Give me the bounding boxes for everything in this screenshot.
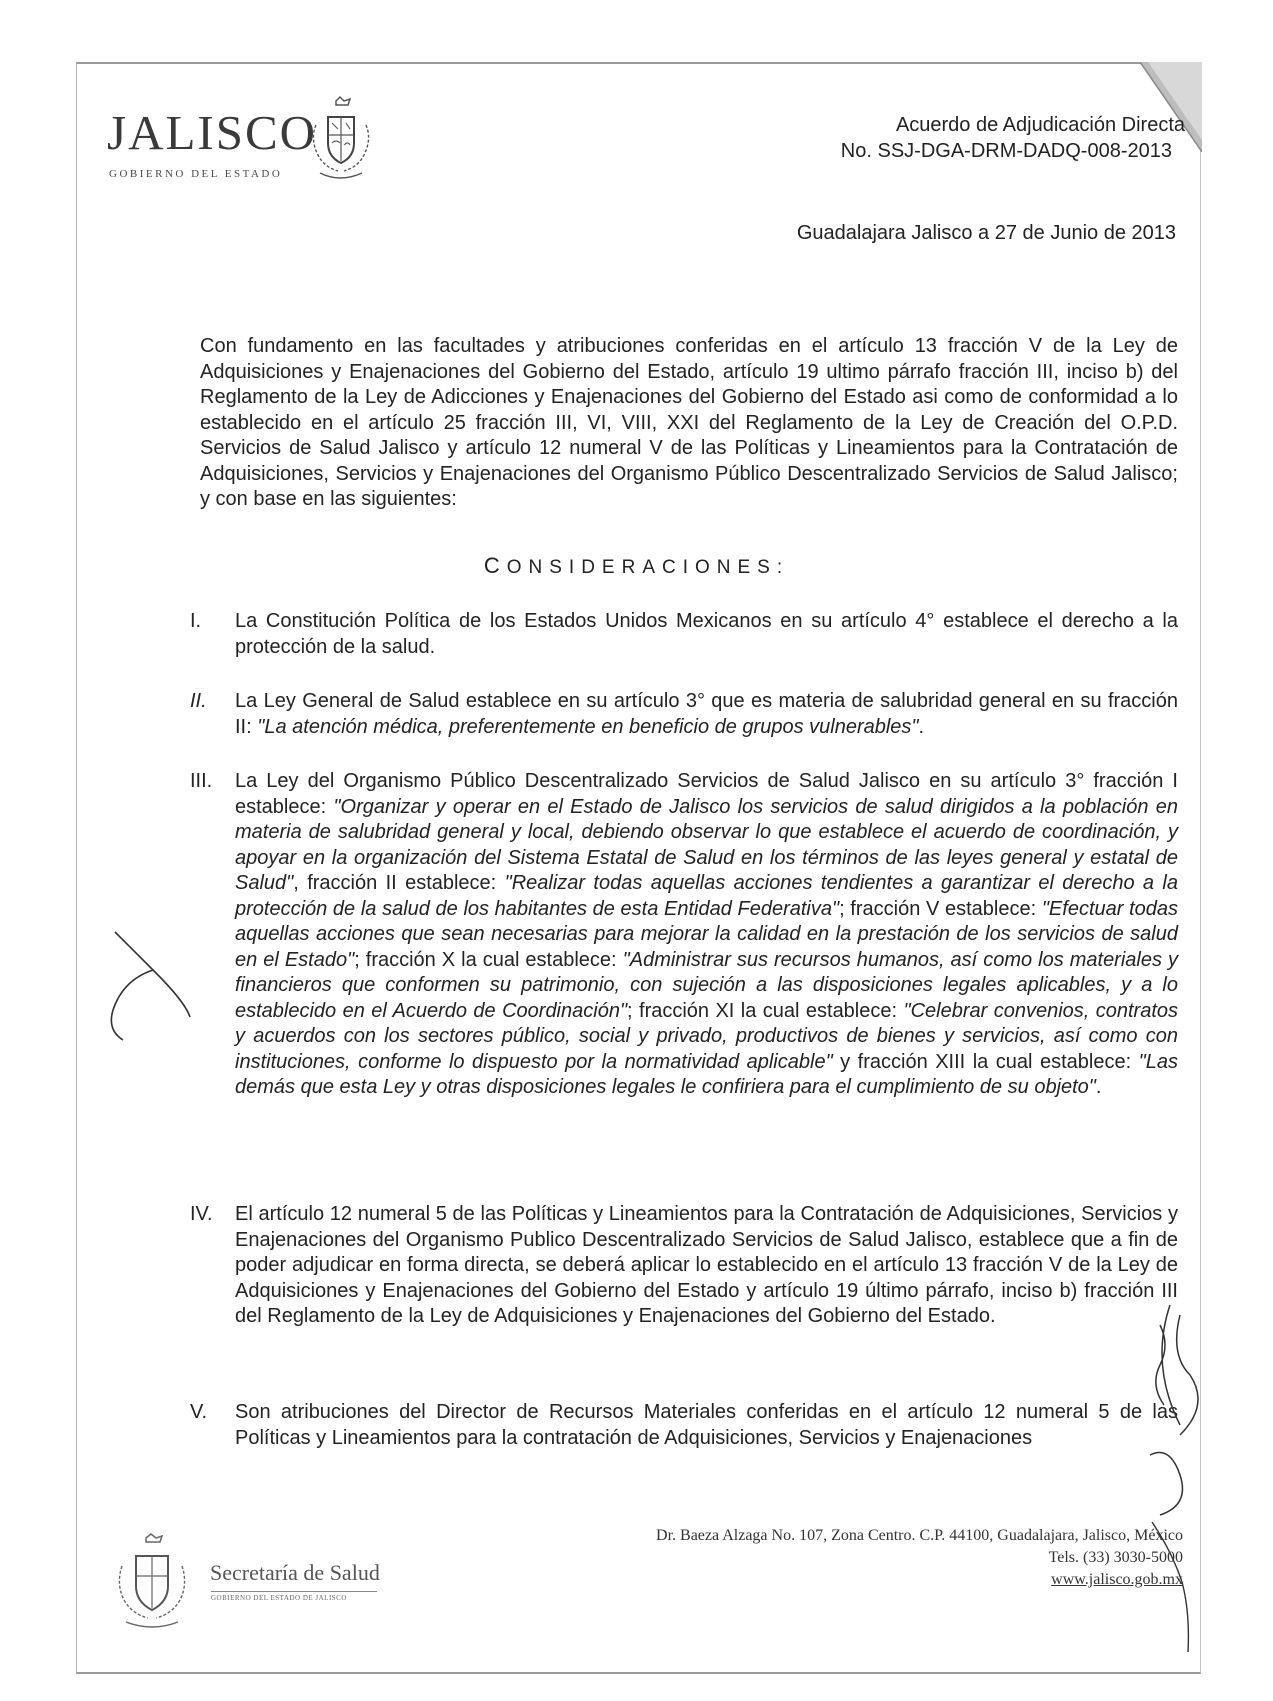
item-text: La Ley del Organismo Público Descentralizado Servicios de Salud Jalisco en su artículo 3° fracción I establece: "Organizar y operar en el Estado de Jalisco los servicios de salud dirigidos a la población en materia de salubridad general y local, debiendo observar lo que establece el acuerdo de coordinación, y apoyar en la organización del Sistema Estatal de Salud en los términos de las leyes general y estatal de Salud", fracción II establece: "Realizar todas aquellas acciones tendientes a garantizar el derecho a la protección de la salud de los habitantes de esta Entidad Federativa"; fracción V establece: "Efectuar todas aquellas acciones que sean necesarias para mejorar la calidad en la prestación de los servicios de salud en el Estado"; fracción X la cual establece: "Administrar sus recursos humanos, así como los materiales y financieros que conformen su patrimonio, con sujeción a las disposiciones legales aplicables, y a lo establecido en el Acuerdo de Coordinación"; fracción XI la cual establece: "Celebrar convenios, contratos y acuerdos con los sectores público, social y privado, productivos de bienes y servicios, así como con instituciones, conforme lo dispuesto por la normatividad aplicable" y fracción XIII la cual establece: "Las demás que esta Ley y otras disposiciones legales le confiriera para el cumplimiento de su objeto". — [235, 770, 1179, 1098]
item-text: Son atribuciones del Director de Recursos Materiales conferidas en el artículo 12 numeral 5 de las Políticas y Lineamientos para la contratación de Adquisiciones, Servicios y Enajenaciones — [235, 1401, 1178, 1449]
footer-department: Secretaría de Salud — [210, 1560, 380, 1585]
state-logo-subtitle: GOBIERNO DEL ESTADO — [109, 168, 283, 180]
item-number: IV. — [190, 1203, 213, 1225]
consideration-item — [190, 689, 1178, 740]
address-line: Dr. Baeza Alzaga No. 107, Zona Centro. C.P. 44100, Guadalajara, Jalisco, México — [656, 1527, 1183, 1544]
consideration-item — [190, 1400, 1178, 1451]
state-logo-wordmark: JALISCO — [107, 105, 318, 160]
document-date: Guadalajara Jalisco a 27 de Junio de 2013 — [796, 222, 1176, 244]
document-number: No. SSJ-DGA-DRM-DADQ-008-2013 — [840, 140, 1172, 162]
section-title: CONSIDERACIONES: — [483, 553, 790, 578]
item-number: II. — [190, 690, 207, 712]
item-text: La Ley General de Salud establece en su artículo 3° que es materia de salubridad general en su fracción II: "La atención médica, preferentemente en beneficio de grupos vulnerables". — [235, 690, 1178, 738]
consideration-item — [190, 1202, 1178, 1330]
document-type: Acuerdo de Adjudicación Directa — [895, 114, 1185, 136]
item-text: El artículo 12 numeral 5 de las Políticas y Lineamientos para la Contratación de Adquisiciones, Servicios y Enajenaciones del Organismo Publico Descentralizado Servicios de Salud Jalisco, establece que a fin de poder adjudicar en forma directa, se deberá aplicar lo establecido en el artículo 13 fracción V de la Ley de Adquisiciones y Enajenaciones del Gobierno del Estado y artículo 19 último párrafo, inciso b) fracción III del Reglamento de la Ley de Adquisiciones y Enajenaciones del Gobierno del Estado. — [235, 1203, 1178, 1327]
item-number: V. — [190, 1401, 208, 1423]
state-coat-of-arms-icon — [306, 95, 376, 185]
consideration-item — [190, 769, 1178, 1101]
intro-paragraph: Con fundamento en las facultades y atribuciones conferidas en el artículo 13 fracción V de la Ley de Adquisiciones y Enajenaciones del Gobierno del Estado, artículo 19 ultimo párrafo fracción III, inciso b) del Reglamento de la Ley de Adicciones y Enajenaciones del Gobierno del Estado asi como de conformidad a lo establecido en el artículo 25 fracción III, VI, VIII, XXI del Reglamento de la Ley de Creación del O.P.D. Servicios de Salud Jalisco y artículo 12 numeral V de las Políticas y Lineamientos para la Contratación de Adquisiciones, Servicios y Enajenaciones del Organismo Público Descentralizado Servicios de Salud Jalisco; y con base en las siguientes: — [200, 335, 1178, 510]
state-coat-of-arms-icon — [112, 1532, 192, 1632]
consideration-item — [190, 609, 1178, 660]
folded-corner-icon — [1140, 62, 1202, 152]
item-text: La Constitución Política de los Estados Unidos Mexicanos en su artículo 4° establece el derecho a la protección de la salud. — [235, 610, 1178, 658]
phone-line: Tels. (33) 3030-5000 — [1048, 1549, 1183, 1566]
footer-address — [656, 1525, 1183, 1591]
footer-department-subtitle: GOBIERNO DEL ESTADO DE JALISCO — [211, 1591, 377, 1602]
item-number: I. — [190, 610, 202, 632]
website-link[interactable]: www.jalisco.gob.mx — [1051, 1571, 1183, 1588]
item-number: III. — [190, 770, 213, 792]
